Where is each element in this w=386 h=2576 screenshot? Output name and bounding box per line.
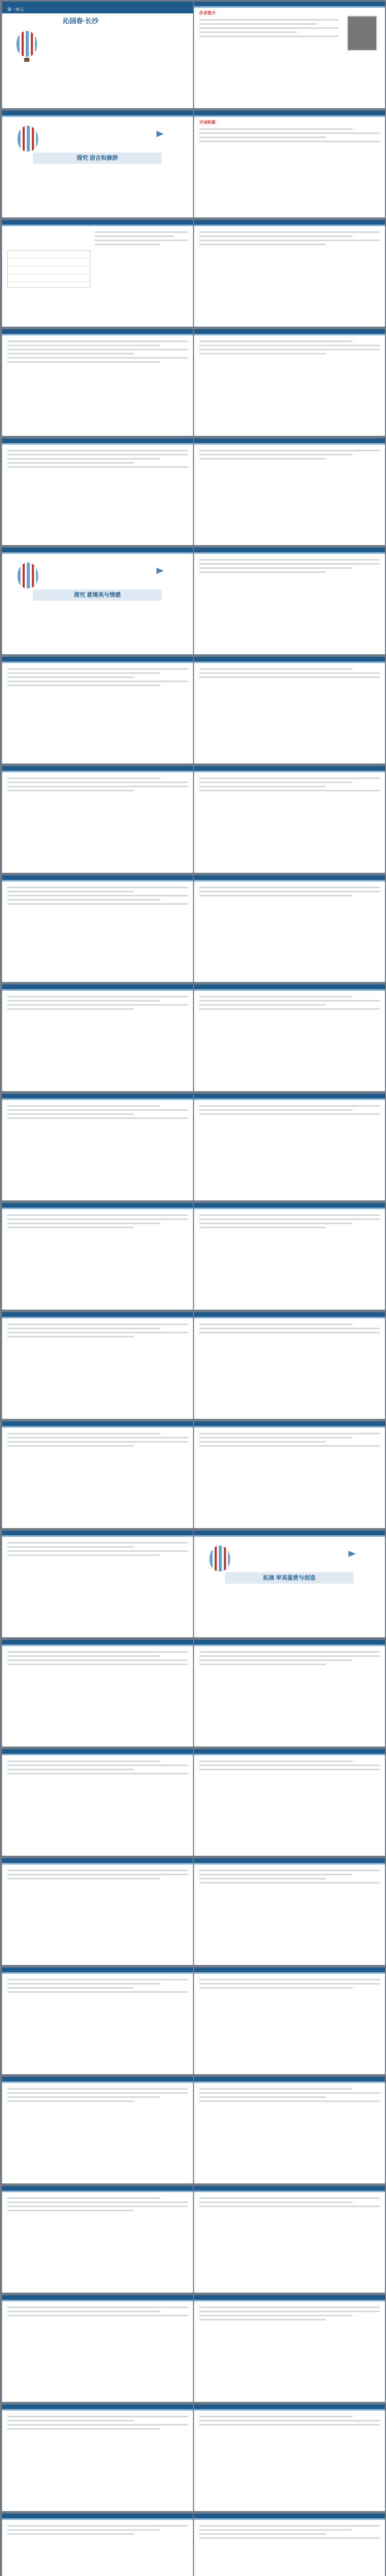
vocab-slide[interactable] xyxy=(194,111,385,217)
content-slide[interactable] xyxy=(194,1203,385,1310)
content-slide[interactable] xyxy=(194,2514,385,2576)
content-slide[interactable] xyxy=(2,2404,193,2511)
content-slide[interactable] xyxy=(2,2514,193,2576)
section-slide-3[interactable] xyxy=(194,1531,385,1637)
content-slide[interactable] xyxy=(194,2404,385,2511)
content-slide[interactable] xyxy=(194,1312,385,1419)
content-slide[interactable] xyxy=(2,1203,193,1310)
section-banner: 探究 语言和修辞 xyxy=(33,152,162,164)
content-slide[interactable] xyxy=(2,1640,193,1747)
content-slide[interactable] xyxy=(2,438,193,545)
unit-label: 第一单元 xyxy=(7,7,24,12)
author-slide[interactable] xyxy=(194,2,385,108)
content-slide[interactable] xyxy=(194,1421,385,1528)
cover-slide[interactable] xyxy=(2,2,193,108)
content-slide[interactable] xyxy=(194,1858,385,1965)
content-slide[interactable] xyxy=(2,657,193,764)
content-slide[interactable] xyxy=(194,766,385,873)
content-slide[interactable] xyxy=(2,1531,193,1637)
content-slide[interactable] xyxy=(194,548,385,654)
content-slide[interactable] xyxy=(2,766,193,873)
content-slide[interactable] xyxy=(194,657,385,764)
paper-plane-icon xyxy=(156,131,164,137)
content-slide[interactable] xyxy=(194,329,385,436)
content-slide[interactable] xyxy=(194,438,385,545)
content-slide[interactable] xyxy=(194,985,385,1091)
content-slide[interactable] xyxy=(2,2186,193,2293)
content-slide[interactable] xyxy=(2,875,193,982)
paper-plane-icon xyxy=(348,1551,356,1557)
content-slide[interactable] xyxy=(194,220,385,327)
lesson-title: 沁园春·长沙 xyxy=(63,17,99,25)
content-slide[interactable] xyxy=(2,1749,193,1856)
content-slide[interactable] xyxy=(2,1312,193,1419)
content-slide[interactable] xyxy=(194,2295,385,2402)
content-slide[interactable] xyxy=(2,1421,193,1528)
content-slide[interactable] xyxy=(194,2186,385,2293)
content-slide[interactable] xyxy=(194,875,385,982)
content-slide[interactable] xyxy=(194,1749,385,1856)
section-slide-2[interactable] xyxy=(2,548,193,654)
content-slide[interactable] xyxy=(194,2077,385,2183)
content-slide[interactable] xyxy=(2,1968,193,2074)
content-slide[interactable] xyxy=(194,1640,385,1747)
section-banner: 探究 意境美与情感 xyxy=(33,589,162,601)
balloon-icon xyxy=(17,126,38,151)
author-heading: 作者简介 xyxy=(199,11,216,15)
section-slide-1[interactable] xyxy=(2,111,193,217)
vocab-table xyxy=(7,250,91,287)
content-slide[interactable] xyxy=(194,1968,385,2074)
content-slide[interactable] xyxy=(2,1094,193,1200)
content-slide[interactable] xyxy=(2,985,193,1091)
content-slide[interactable] xyxy=(194,1094,385,1200)
balloon-icon xyxy=(17,563,38,588)
author-portrait xyxy=(347,15,377,51)
paper-plane-icon xyxy=(156,568,164,574)
content-slide[interactable] xyxy=(2,2077,193,2183)
content-slide[interactable] xyxy=(2,329,193,436)
content-slide[interactable] xyxy=(2,220,193,327)
balloon-icon xyxy=(16,31,37,57)
basket-icon xyxy=(24,58,29,62)
content-slide[interactable] xyxy=(2,2295,193,2402)
knowledge-heading: 字词积累 xyxy=(199,120,216,125)
content-slide[interactable] xyxy=(2,1858,193,1965)
balloon-icon xyxy=(209,1546,230,1571)
section-banner: 拓展 审美鉴赏与创造 xyxy=(225,1572,354,1584)
